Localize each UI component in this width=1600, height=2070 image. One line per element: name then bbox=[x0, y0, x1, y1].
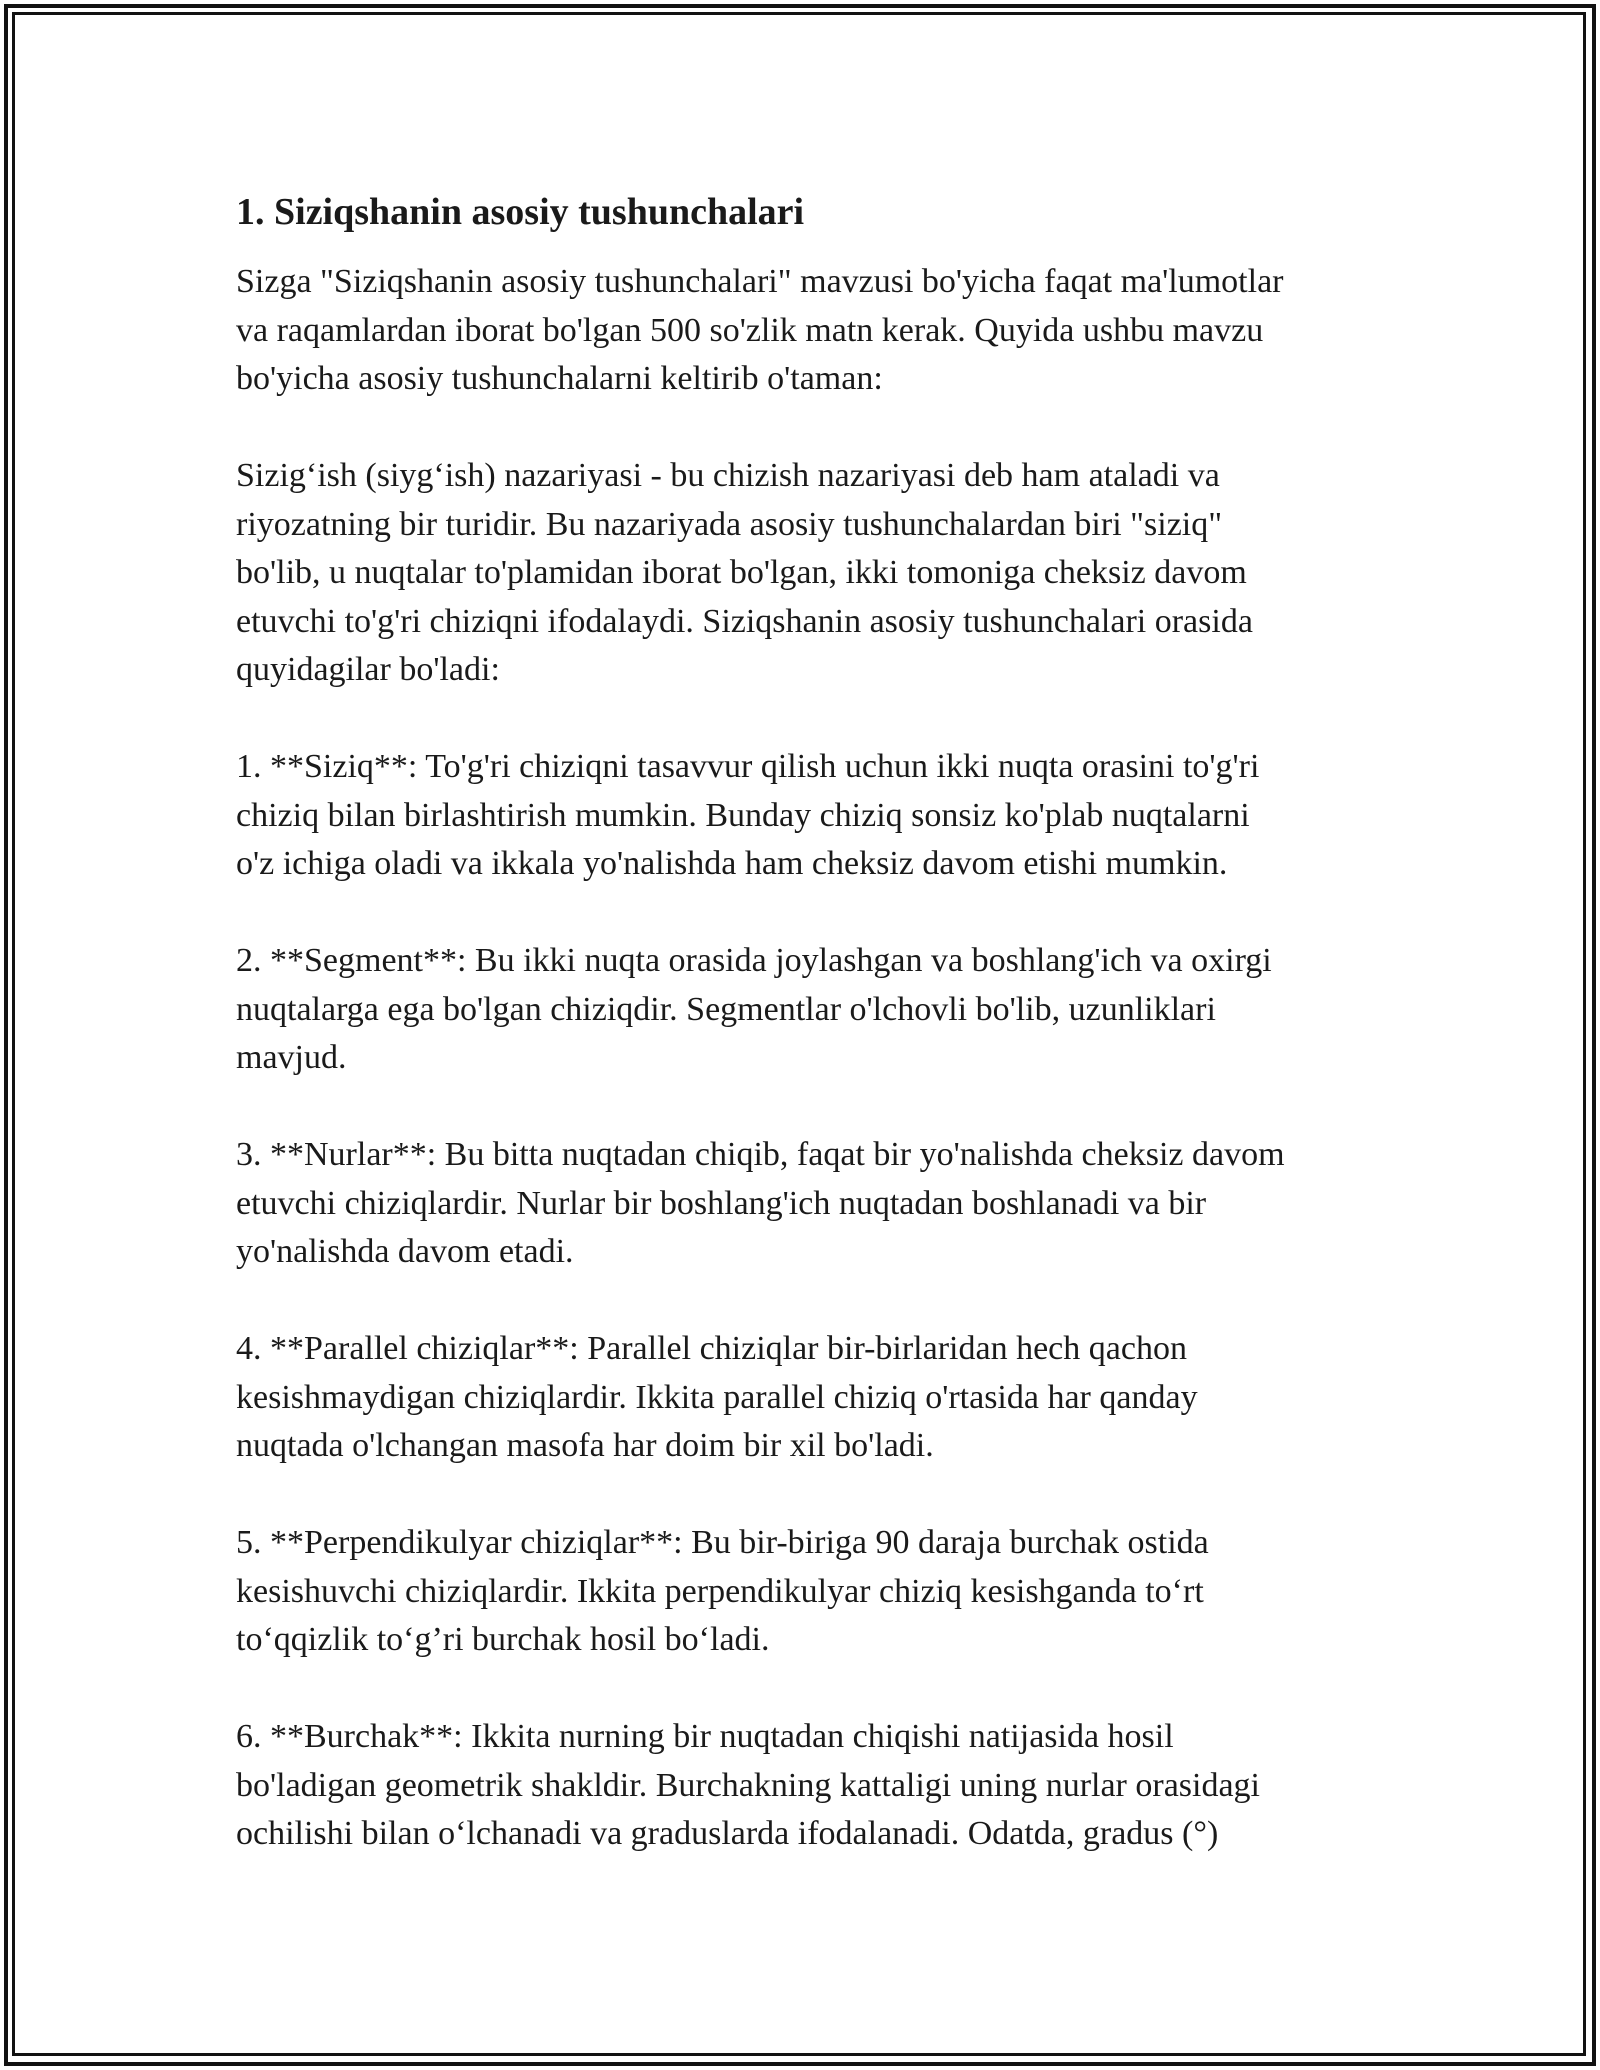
list-item-perpendikulyar: 5. **Perpendikulyar chiziqlar**: Bu bir-biriga 90 daraja burchak ostida kesishuvchi chiziqlardir. Ikkita perpendikulyar chiziq kesishganda to‘rt to‘qqizlik to‘g’ri burchak hosil bo‘ladi. bbox=[236, 1524, 1209, 1658]
list-item-siziq: 1. **Siziq**: To'g'ri chiziqni tasavvur qilish uchun ikki nuqta orasini to'g'ri chiziq bilan birlashtirish mumkin. Bunday chiziq sonsiz ko'plab nuqtalarni o'z ichiga oladi va ikkala yo'nalishda ham cheksiz davom etishi mumkin. bbox=[236, 748, 1260, 882]
document-body bbox=[236, 186, 1386, 1907]
list-item-parallel: 4. **Parallel chiziqlar**: Parallel chiziqlar bir-birlaridan hech qachon kesishmaydigan chiziqlardir. Ikkita parallel chiziq o'rtasida har qanday nuqtada o'lchangan masofa har doim bir xil bo'ladi. bbox=[236, 1330, 1198, 1464]
list-item-segment: 2. **Segment**: Bu ikki nuqta orasida joylashgan va boshlang'ich va oxirgi nuqtalarga ega bo'lgan chiziqdir. Segmentlar o'lchovli bo'lib, uzunliklari mavjud. bbox=[236, 942, 1272, 1076]
list-item-burchak: 6. **Burchak**: Ikkita nurning bir nuqtadan chiqishi natijasida hosil bo'ladigan geometrik shakldir. Burchakning kattaligi uning nurlar orasidagi ochilishi bilan o‘lchanadi va graduslarda ifodalanadi. Odatda, gradus (°) bbox=[236, 1718, 1261, 1852]
paragraph-intro: Sizga "Siziqshanin asosiy tushunchalari" mavzusi bo'yicha faqat ma'lumotlar va raqamlardan iborat bo'lgan 500 so'zlik matn kerak. Quyida ushbu mavzu bo'yicha asosiy tushunchalarni keltirib o'taman: bbox=[236, 263, 1284, 397]
list-item-nurlar: 3. **Nurlar**: Bu bitta nuqtadan chiqib, faqat bir yo'nalishda cheksiz davom etuvchi chiziqlardir. Nurlar bir boshlang'ich nuqtadan boshlanadi va bir yo'nalishda davom etadi. bbox=[236, 1136, 1285, 1270]
paragraph-theory: Sizig‘ish (siyg‘ish) nazariyasi - bu chizish nazariyasi deb ham ataladi va riyozatning bir turidir. Bu nazariyada asosiy tushunchalardan biri "siziq" bo'lib, u nuqtalar to'plamidan iborat bo'lgan, ikki tomoniga cheksiz davom etuvchi to'g'ri chiziqni ifodalaydi. Siziqshanin asosiy tushunchalari orasida quyidagilar bo'ladi: bbox=[236, 457, 1253, 688]
document-title: 1. Siziqshanin asosiy tushunchalari bbox=[236, 191, 805, 233]
